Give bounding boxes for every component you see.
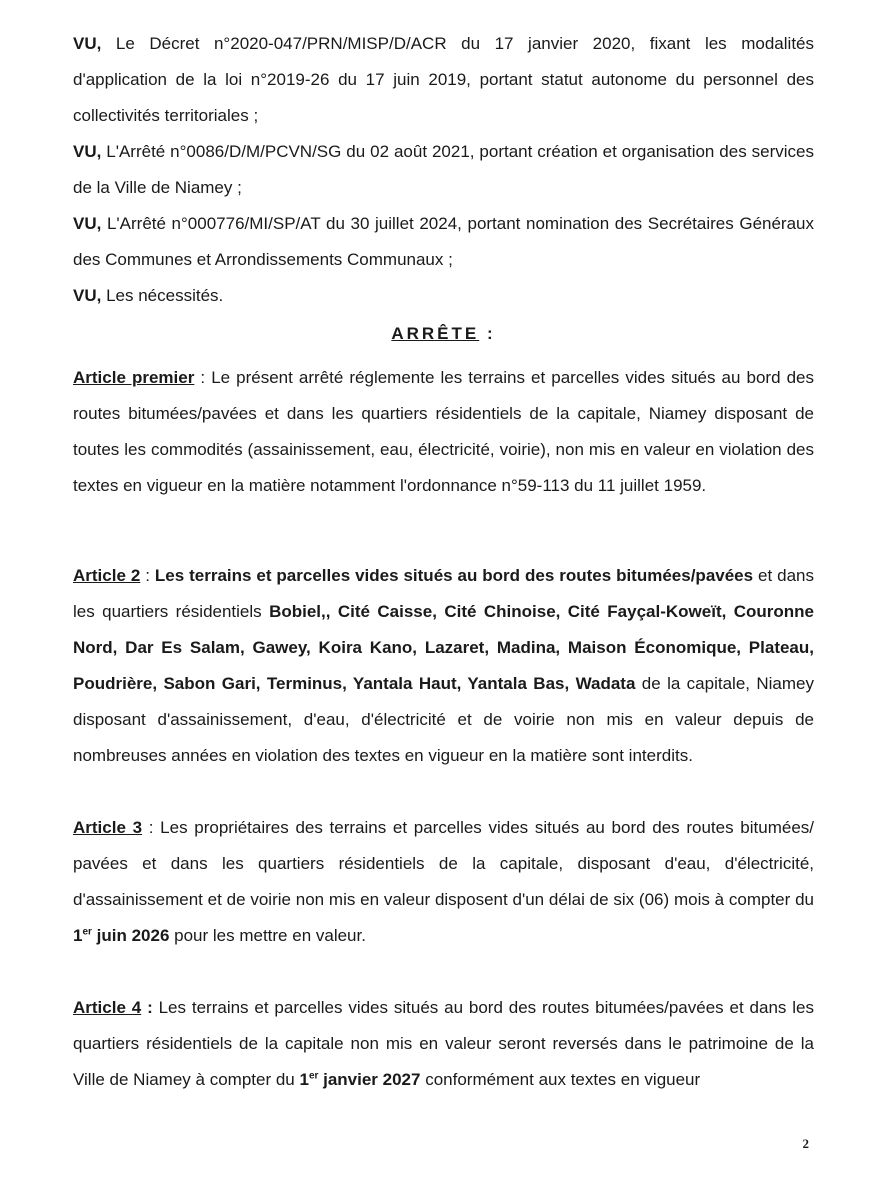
article-sep: : <box>142 818 161 837</box>
article-text: Les propriétaires des terrains et parcelles vides situés au bord des routes bitumées/ pavées et dans les quartiers résidentiels de la capitale, disposant d'eau, d'électricité, d'assainissement et de voirie non mis en valeur disposent d'un délai de six (06) mois à compter du <box>73 818 815 909</box>
visa-prefix: VU, <box>73 286 102 305</box>
visas-section <box>73 26 814 314</box>
visa-item <box>73 134 814 206</box>
article-label: Article 2 <box>73 566 141 585</box>
visa-item <box>73 26 814 134</box>
article-bold-text: Les terrains et parcelles vides situés au bord des routes bitumées/pavées <box>154 566 754 585</box>
visa-prefix: VU, <box>73 214 102 233</box>
article-text: de la capitale, Niamey disposant d'assainissement, d'eau, d'électricité et de voirie non mis en valeur depuis de nombreuses années en violation des textes en vigueur en la matière sont interdits. <box>73 674 814 765</box>
page-number: 2 <box>802 1136 809 1151</box>
article-4 <box>73 990 814 1098</box>
visa-item <box>73 206 814 278</box>
article-date: 1er juin 2026 <box>73 926 170 945</box>
article-date: 1er janvier 2027 <box>299 1070 421 1089</box>
visa-text: L'Arrêté n°0086/D/M/PCVN/SG du 02 août 2021, portant création et organisation des services de la Ville de Niamey ; <box>73 142 814 197</box>
visa-text: L'Arrêté n°000776/MI/SP/AT du 30 juillet 2024, portant nomination des Secrétaires Généraux des Communes et Arrondissements Communaux ; <box>73 214 815 269</box>
article-premier <box>73 360 814 504</box>
article-place-list: Bobiel,, Cité Caisse, Cité Chinoise, Cité Fayçal-Koweït, Couronne Nord, Dar Es Salam, Gawey, Koira Kano, Lazaret, Madina, Maison Économique, Plateau, Poudrière, Sabon Gari, Terminus, Yantala Haut, Yantala Bas, Wadata <box>73 602 815 693</box>
article-label: Article 4 <box>73 998 142 1017</box>
article-text: et dans les quartiers résidentiels <box>73 566 814 621</box>
visa-text: Le Décret n°2020-047/PRN/MISP/D/ACR du 17 janvier 2020, fixant les modalités d'application de la loi n°2019-26 du 17 juin 2019, portant statut autonome du personnel des collectivités territoriales ; <box>73 34 814 125</box>
article-sep: : <box>141 998 159 1017</box>
section-heading <box>73 320 814 348</box>
article-sep: : <box>140 566 155 585</box>
article-sep: : <box>194 368 212 387</box>
article-label: Article premier <box>73 368 195 387</box>
visa-prefix: VU, <box>73 142 102 161</box>
visa-item <box>73 278 814 314</box>
article-3 <box>73 810 814 954</box>
article-text: Le présent arrêté réglemente les terrains et parcelles vides situés au bord des routes bitumées/pavées et dans les quartiers résidentiels de la capitale, Niamey disposant de toutes les commodités (assainissement, eau, électricité, voirie), non mis en valeur en violation des textes en vigueur en la matière notamment l'ordonnance n°59-113 du 11 juillet 1959. <box>73 368 815 495</box>
visa-text: Les nécessités. <box>106 286 224 305</box>
heading-word: ARRÊTE <box>391 324 480 343</box>
article-2 <box>73 558 814 774</box>
article-label: Article 3 <box>73 818 143 837</box>
article-text: pour les mettre en valeur. <box>169 926 366 945</box>
article-text: Les terrains et parcelles vides situés au bord des routes bitumées/pavées et dans les quartiers résidentiels de la capitale non mis en valeur seront reversés dans le patrimoine de la Ville de Niamey à compter du <box>73 998 814 1089</box>
heading-suffix: : <box>486 324 496 343</box>
article-text: conformément aux textes en vigueur <box>420 1070 701 1089</box>
visa-prefix: VU, <box>73 34 102 53</box>
